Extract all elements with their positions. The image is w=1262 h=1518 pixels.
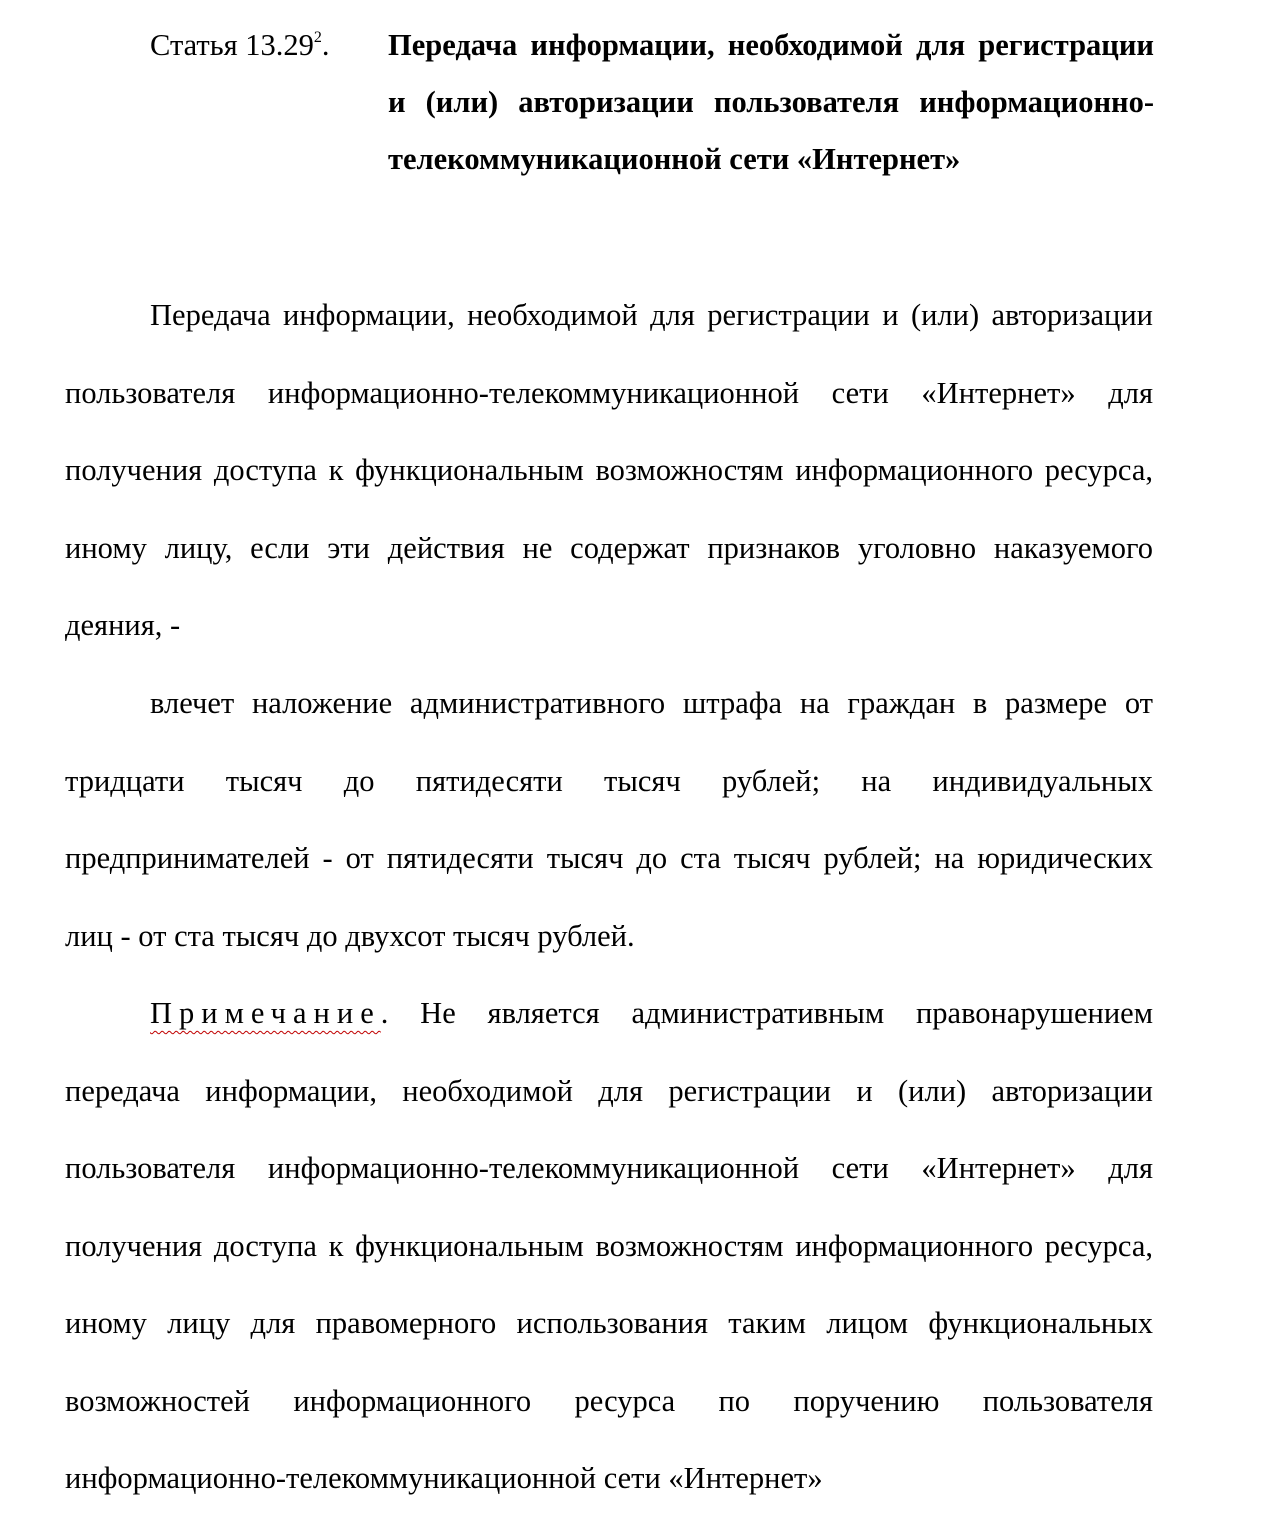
note-text: Не является административным правонарушением передача информации, необходимой для регистрации и (или) авторизации пользователя информационно-телекоммуникационной сети «Интернет» для получения доступа к функциональным возможностям информационного ресурса, иному лицу для правомерного использования таким лицом функциональных возможностей информационного ресурса по поручению пользователя информационно-телекоммуникационной сети «Интернет» [65, 996, 1153, 1495]
disposition-block [65, 277, 1153, 665]
sanction-paragraph: влечет наложение административного штрафа на граждан в размере от тридцати тысяч до пятидесяти тысяч рублей; на индивидуальных предпринимателей - от пятидесяти тысяч до ста тысяч рублей; на юридических лиц - от ста тысяч до двухсот тысяч рублей. [65, 686, 1153, 953]
article-title: Передача информации, необходимой для регистрации и (или) авторизации пользователя информационно-телекоммуникационной сети «Интернет» [388, 28, 1154, 176]
article-number-suffix: . [321, 28, 330, 62]
disposition-paragraph: Передача информации, необходимой для регистрации и (или) авторизации пользователя информационно-телекоммуникационной сети «Интернет» для получения доступа к функциональным возможностям информационного ресурса, иному лицу, если эти действия не содержат признаков уголовно наказуемого деяния, - [65, 298, 1153, 642]
note-label: Примечание [150, 996, 381, 1030]
article-number-superscript: 2 [313, 29, 322, 46]
note-block [65, 975, 1153, 1518]
sanction-block [65, 665, 1153, 975]
note-label-punct: . [380, 996, 389, 1030]
article-heading [150, 17, 1154, 188]
article-number-text: Статья 13.29 [150, 28, 314, 62]
article-number [150, 17, 388, 188]
note-paragraph [65, 975, 1153, 1518]
